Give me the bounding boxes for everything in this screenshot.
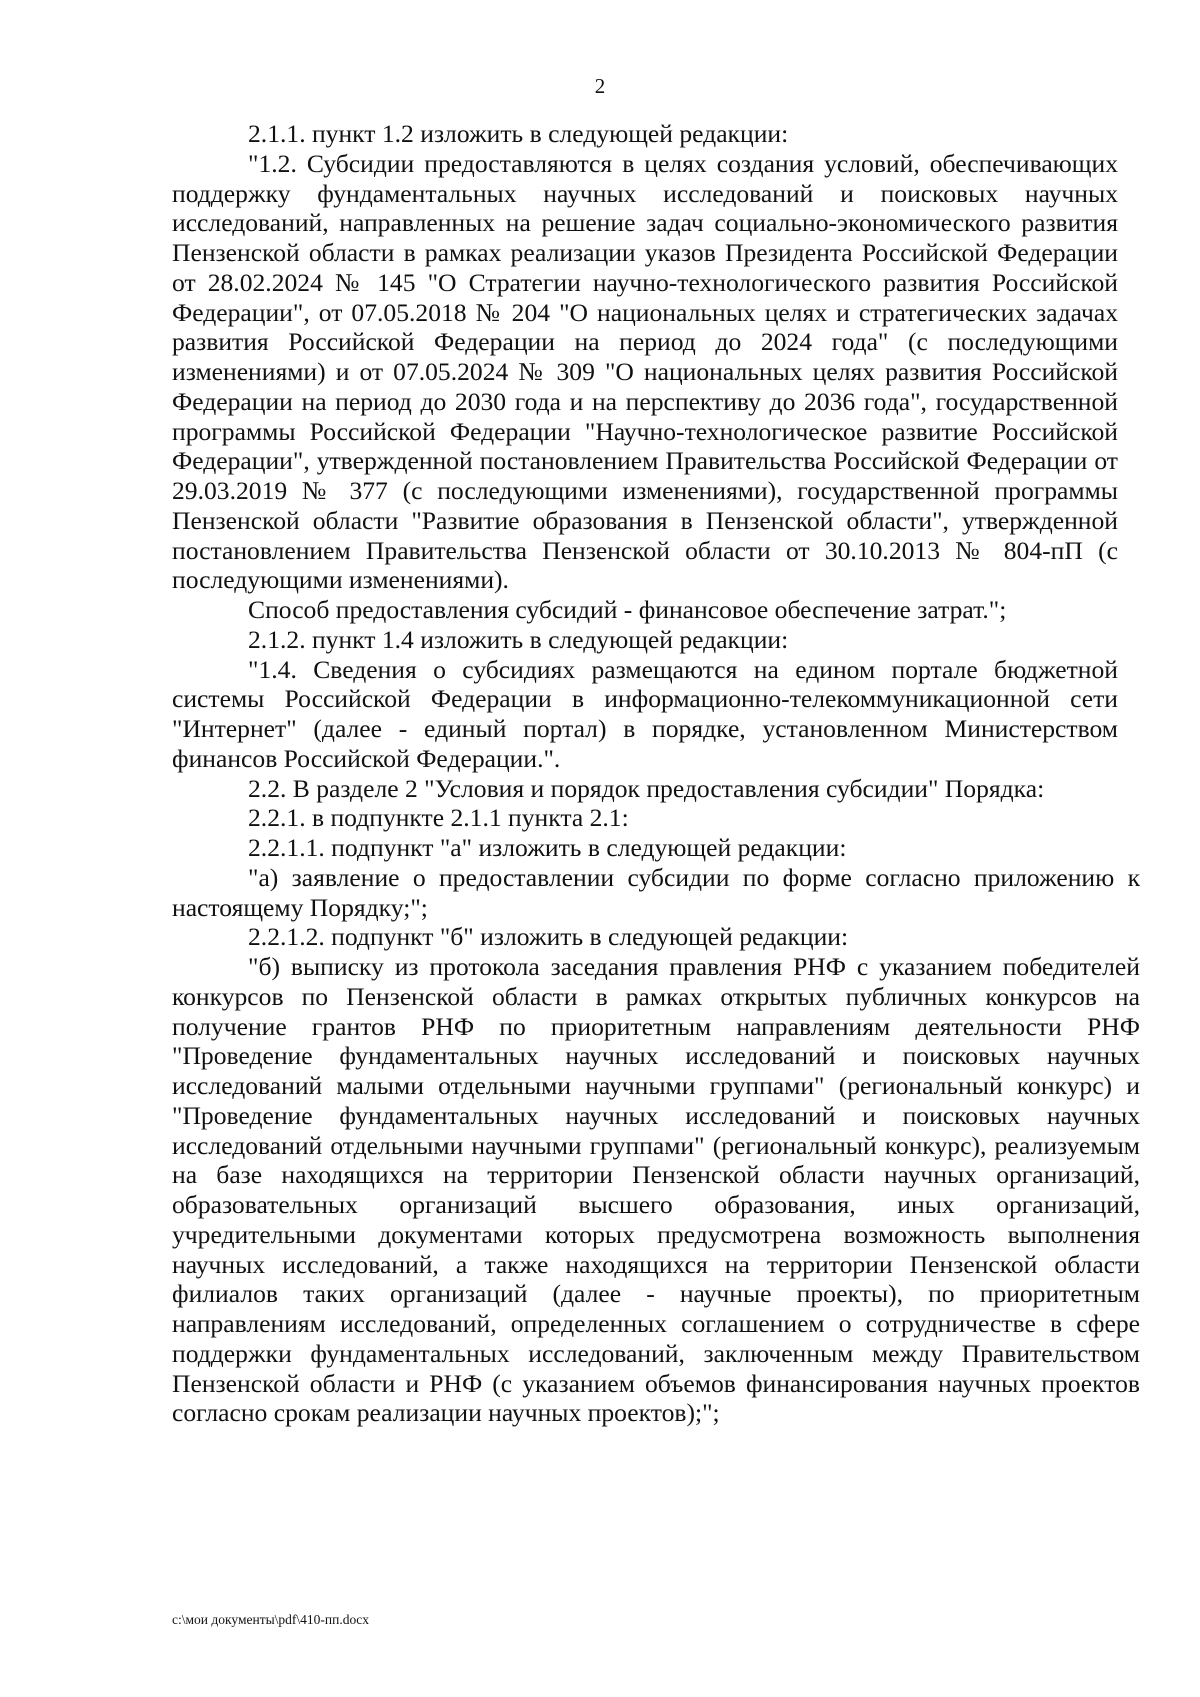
file-path-footer: c:\мои документы\pdf\410-пп.docx bbox=[172, 1612, 369, 1627]
page-number: 2 bbox=[594, 74, 606, 98]
paragraph-2-1-2: 2.1.2. пункт 1.4 изложить в следующей редакции: bbox=[248, 624, 789, 654]
paragraph-2-1-1: 2.1.1. пункт 1.2 изложить в следующей редакции: bbox=[248, 119, 789, 148]
paragraph-2-2: 2.2. В разделе 2 "Условия и порядок предоставления субсидии" Порядка: bbox=[248, 773, 1045, 803]
paragraph-2-2-1-1: 2.2.1.1. подпункт "а" изложить в следующей редакции: bbox=[248, 833, 847, 862]
paragraph-2-2-1: 2.2.1. в подпункте 2.1.1 пункта 2.1: bbox=[248, 803, 629, 833]
document-body bbox=[172, 119, 1140, 1428]
paragraph-quote-1-2: "1.2. Субсидии предоставляются в целях создания условий, обеспечивающих поддержку фундаментальных научных исследований и поисковых научных исследований, направленных на решение задач социально-экономического развития Пензенской области в рамках реализации указов Президента Российской Федерации от 28.02.2024 № 145 "О Стратегии научно-технологического развития Российской Федерации", от 07.05.2018 № 204 "О национальных целях и стратегических задачах развития Российской Федерации на период до 2024 года" (с последующими изменениями) и от 07.05.2024 № 309 "О национальных целях развития Российской Федерации на период до 2030 года и на перспективу до 2036 года", государственной программы Российской Федерации "Научно-технологическое развитие Российской Федерации", утвержденной постановлением Правительства Российской Федерации от 29.03.2019 № 377 (с последующими изменениями), государственной программы Пензенской области "Развитие образования в Пензенской области", утвержденной постановлением Правительства Пензенской области от 30.10.2013 № 804-пП (с последующими изменениями). bbox=[172, 148, 1118, 595]
paragraph-quote-1-4: "1.4. Сведения о субсидиях размещаются на едином портале бюджетной системы Российской Федерации в информационно-телекоммуникационной сети "Интернет" (далее - единый портал) в порядке, установленном Министерством финансов Российской Федерации.". bbox=[172, 654, 1118, 773]
paragraph-quote-b: "б) выписку из протокола заседания правления РНФ с указанием победителей конкурсов по Пензенской области в рамках открытых публичных конкурсов на получение грантов РНФ по приоритетным направлениям деятельности РНФ "Проведение фундаментальных научных исследований и поисковых научных исследований малыми отдельными научными группами" (региональный конкурс) и "Проведение фундаментальных научных исследований и поисковых научных исследований отдельными научными группами" (региональный конкурс), реализуемым на базе находящихся на территории Пензенской области научных организаций, образовательных организаций высшего образования, иных организаций, учредительными документами которых предусмотрена возможность выполнения научных исследований, а также находящихся на территории Пензенской области филиалов таких организаций (далее - научные проекты), по приоритетным направлениям исследований, определенных соглашением о сотрудничестве в сфере поддержки фундаментальных исследований, заключенным между Правительством Пензенской области и РНФ (с указанием объемов финансирования научных проектов согласно срокам реализации научных проектов);"; bbox=[172, 952, 1140, 1428]
paragraph-method: Способ предоставления субсидий - финансовое обеспечение затрат."; bbox=[248, 595, 1007, 624]
paragraph-2-2-1-2: 2.2.1.2. подпункт "б" изложить в следующей редакции: bbox=[248, 922, 849, 952]
paragraph-quote-a: "а) заявление о предоставлении субсидии по форме согласно приложению к настоящему Порядку;"; bbox=[172, 862, 1140, 922]
